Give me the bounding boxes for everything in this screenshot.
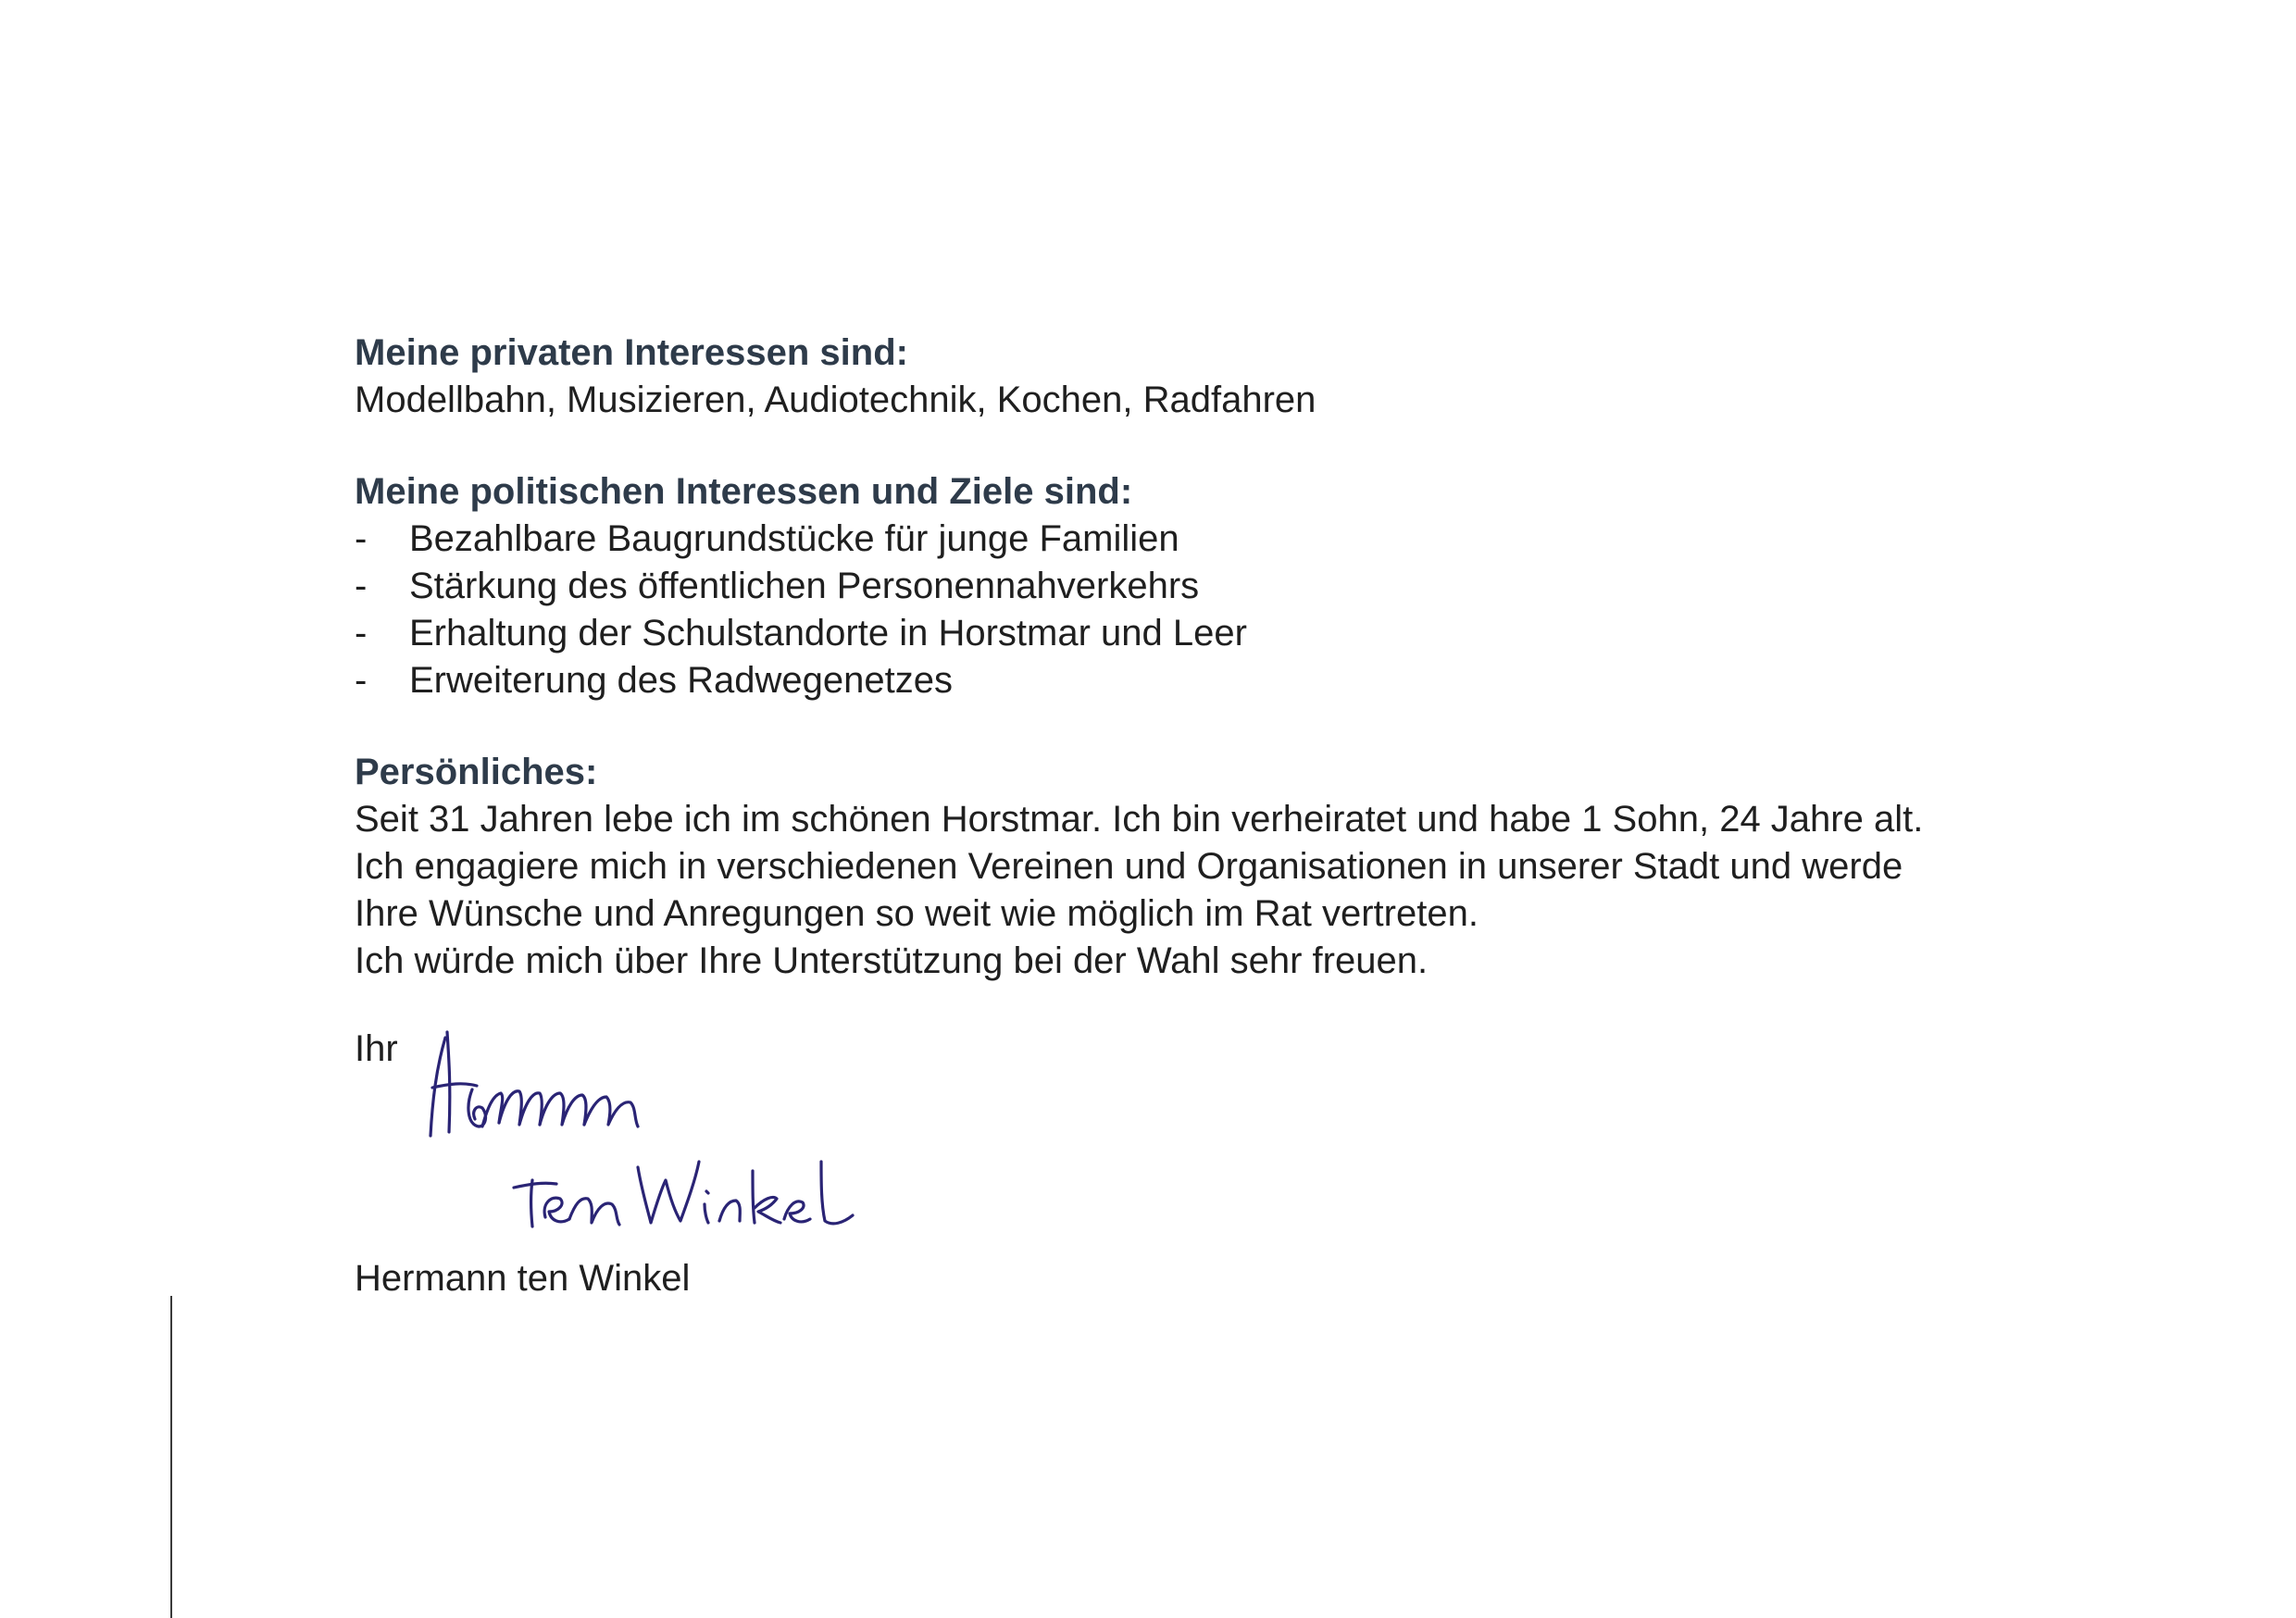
signer-name: Hermann ten Winkel xyxy=(355,1258,691,1299)
list-item xyxy=(355,516,2188,563)
private-interests-heading: Meine privaten Interessen sind: xyxy=(355,332,908,373)
list-dash: - xyxy=(355,518,368,559)
political-interests-heading: Meine politischen Interessen und Ziele sind: xyxy=(355,471,1133,512)
list-item-text: Bezahlbare Baugrundstücke für junge Familien xyxy=(409,518,1179,559)
personal-heading: Persönliches: xyxy=(355,752,598,792)
handwritten-signature xyxy=(421,1023,903,1245)
private-interests-text: Modellbahn, Musizieren, Audiotechnik, Kochen, Radfahren xyxy=(355,380,1316,420)
personal-line: Ich würde mich über Ihre Unterstützung bei der Wahl sehr freuen. xyxy=(355,940,1429,981)
list-dash: - xyxy=(355,660,368,701)
closing-salutation: Ihr xyxy=(355,1028,398,1069)
list-item xyxy=(355,610,2188,657)
personal-line: Ihre Wünsche und Anregungen so weit wie möglich im Rat vertreten. xyxy=(355,893,1479,934)
list-item xyxy=(355,657,2188,704)
political-goals-list xyxy=(355,516,2188,704)
list-dash: - xyxy=(355,566,368,606)
list-item-text: Erweiterung des Radwegenetzes xyxy=(409,660,954,701)
list-item-text: Erhaltung der Schulstandorte in Horstmar und Leer xyxy=(409,613,1247,653)
letter-body xyxy=(355,330,2188,985)
list-dash: - xyxy=(355,613,368,653)
list-item xyxy=(355,563,2188,610)
personal-line: Ich engagiere mich in verschiedenen Vereinen und Organisationen in unserer Stadt und werde xyxy=(355,846,1903,887)
margin-line xyxy=(170,1296,172,1618)
list-item-text: Stärkung des öffentlichen Personennahverkehrs xyxy=(409,566,1200,606)
personal-line: Seit 31 Jahren lebe ich im schönen Horstmar. Ich bin verheiratet und habe 1 Sohn, 24 Jahre alt. xyxy=(355,799,1924,840)
